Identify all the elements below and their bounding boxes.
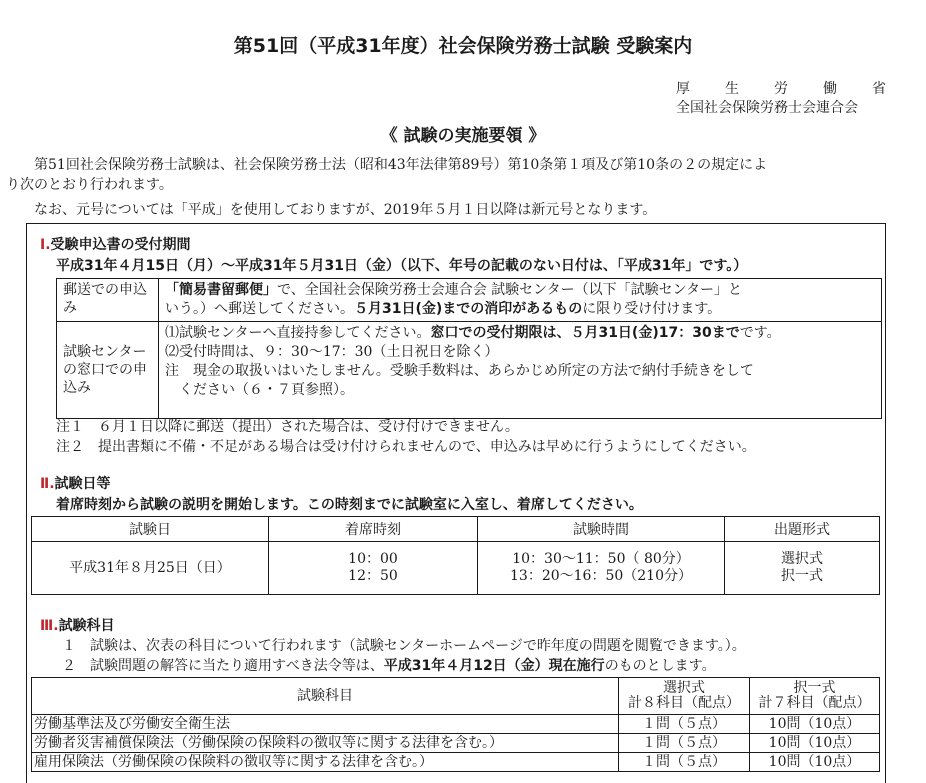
- col-header-subject: 試験科目: [32, 678, 619, 715]
- table-row: [32, 753, 880, 772]
- subject-table: [31, 677, 880, 772]
- exam-date: 平成31年８月25日（日）: [32, 542, 269, 595]
- section-3-item-2: ２ 試験問題の解答に当たり適用すべき法令等は、平成31年４月12日（金）現在施行のものとします。: [62, 658, 716, 674]
- exam-time: 10：30～11：50（ 80分） 13：20～16：50（210分）: [478, 542, 725, 595]
- col-header: 試験時間: [478, 517, 725, 542]
- subject-name: 労働基準法及び労働安全衛生法: [32, 715, 619, 734]
- section-2-numeral: Ⅱ.: [40, 476, 55, 492]
- section-2-heading: [40, 473, 111, 493]
- multi-count: 10問（10点）: [750, 715, 880, 734]
- intro-paragraph-line-1: 第51回社会保険労務士試験は、社会保険労務士法（昭和43年法律第89号）第10条第１項及び第10条の２の規定によ: [34, 157, 768, 173]
- section-1-period: 平成31年４月15日（月）～平成31年５月31日（金）（以下、年号の記載のない日付は、「平成31年」です。）: [56, 258, 748, 274]
- choice-count: １問（５点）: [619, 753, 750, 772]
- intro-paragraph-line-1b: り次のとおり行われます。: [6, 177, 173, 193]
- multi-count: 10問（10点）: [750, 753, 880, 772]
- multi-count: 10問（10点）: [750, 734, 880, 753]
- col-header: 出題形式: [725, 517, 880, 542]
- issuer-ministry: 厚生労働省: [676, 81, 886, 97]
- row-label-mail: 郵送での申込み: [57, 279, 159, 322]
- section-1-heading: [40, 234, 191, 254]
- issuer-association: 全国社会保険労務士会連合会: [676, 100, 858, 116]
- table-row: [32, 542, 880, 595]
- section-title: 《 試験の実施要領 》: [380, 126, 546, 146]
- exam-format: 選択式 択一式: [725, 542, 880, 595]
- exam-date-table: [31, 516, 880, 595]
- note-1: 注１ ６月１日以降に郵送（提出）された場合は、受け付けできません。: [56, 419, 519, 435]
- table-row: [57, 322, 882, 419]
- section-3-heading: [40, 615, 115, 635]
- col-header-choice: 選択式 計８科目（配点）: [619, 678, 750, 715]
- seat-time: 10：00 12：50: [269, 542, 478, 595]
- section-1-numeral: Ⅰ.: [40, 237, 51, 253]
- subject-name: 労働者災害補償保険法（労働保険の保険料の徴収等に関する法律を含む。）: [32, 734, 619, 753]
- application-method-table: [56, 278, 882, 419]
- row-label-window: 試験センターの窓口での申込み: [57, 322, 159, 419]
- subject-name: 雇用保険法（労働保険の保険料の徴収等に関する法律を含む。）: [32, 753, 619, 772]
- section-2-instruction: 着席時刻から試験の説明を開始します。この時刻までに試験室に入室し、着席してください。: [56, 497, 643, 513]
- table-header-row: [32, 517, 880, 542]
- section-3-numeral: Ⅲ.: [40, 618, 59, 634]
- choice-count: １問（５点）: [619, 715, 750, 734]
- section-3-item-1: １ 試験は、次表の科目について行われます（試験センターホームページで昨年度の問題を閲覧できます。）。: [62, 638, 746, 654]
- row-text-mail: 「簡易書留郵便」で、全国社会保険労務士会連合会 試験センター（以下「試験センター」と いう。）へ郵送してください。５月31日(金)までの消印があるものに限り受け付けます。: [159, 279, 882, 322]
- section-1-title: 受験申込書の受付期間: [50, 237, 191, 253]
- page-title: 第51回（平成31年度）社会保険労務士試験 受験案内: [233, 35, 693, 57]
- table-row: [32, 734, 880, 753]
- col-header: 試験日: [32, 517, 269, 542]
- col-header-multi: 択一式 計７科目（配点）: [750, 678, 880, 715]
- col-header: 着席時刻: [269, 517, 478, 542]
- section-3-title: 試験科目: [58, 618, 115, 634]
- section-2-title: 試験日等: [54, 476, 111, 492]
- choice-count: １問（５点）: [619, 734, 750, 753]
- table-row: [32, 715, 880, 734]
- row-text-window: ⑴試験センターへ直接持参してください。窓口での受付期限は、５月31日(金)17：30までです。 ⑵受付時間は、９：30～17：30（土日祝日を除く） 注 現金の取扱いはいたしません。受験手数料は、あらかじめ所定の方法で納付手続きをして ください（６・７頁参照）。: [159, 322, 882, 419]
- table-row: [57, 279, 882, 322]
- intro-paragraph-line-2: なお、元号については「平成」を使用しておりますが、2019年５月１日以降は新元号となります。: [34, 202, 657, 218]
- table-header-row: [32, 678, 880, 715]
- note-2: 注２ 提出書類に不備・不足がある場合は受け付けられませんので、申込みは早めに行うようにしてください。: [56, 439, 756, 455]
